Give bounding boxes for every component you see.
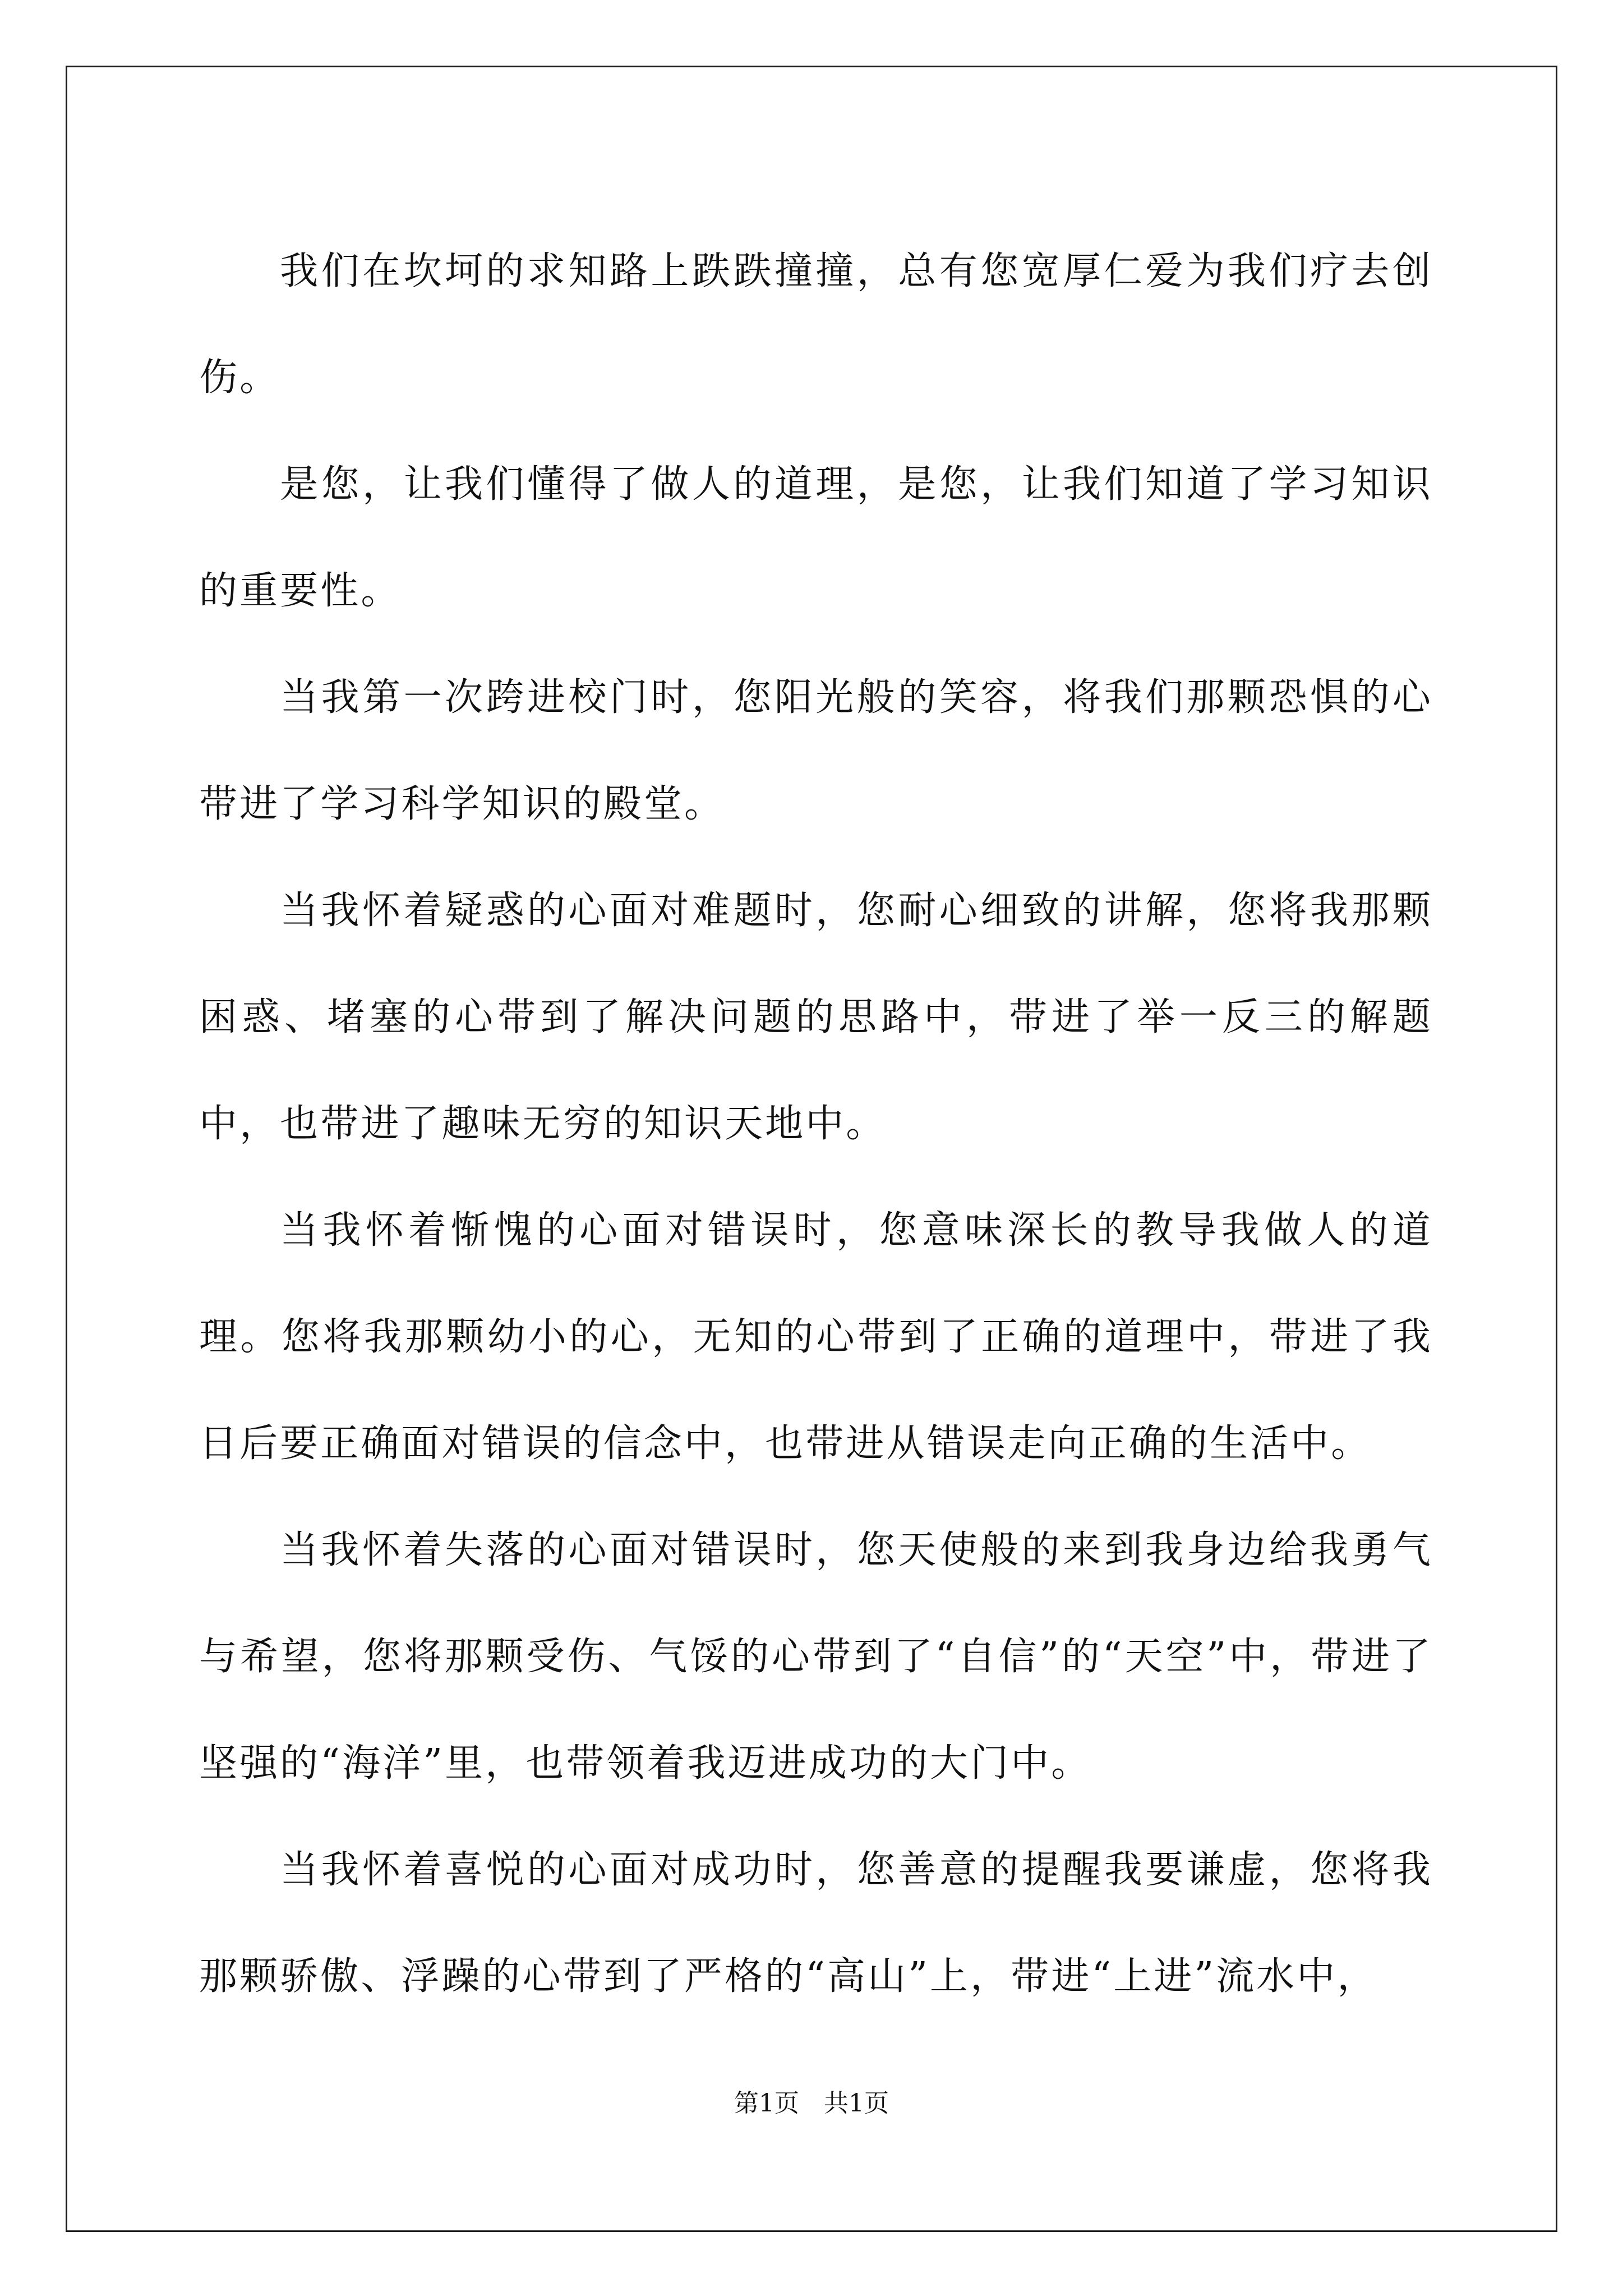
paragraph-6: 当我怀着失落的心面对错误时，您天使般的来到我身边给我勇气与希望，您将那颗受伤、气馁的心带到了“自信”的“天空”中，带进了坚强的“海洋”里，也带领着我迈进成功的大门中。 xyxy=(199,1528,1433,1786)
paragraph-3: 当我第一次跨进校门时，您阳光般的笑容，将我们那颗恐惧的心带进了学习科学知识的殿堂。 xyxy=(199,675,1433,826)
paragraph-1: 我们在坎坷的求知路上跌跌撞撞，总有您宽厚仁爱为我们疗去创伤。 xyxy=(199,249,1433,400)
page-footer xyxy=(0,2083,1623,2119)
paragraph-2: 是您，让我们懂得了做人的道理，是您，让我们知道了学习知识的重要性。 xyxy=(199,462,1433,613)
page-number-label: 第1页 共1页 xyxy=(734,2089,889,2118)
document-body xyxy=(199,218,1433,2030)
paragraph-7: 当我怀着喜悦的心面对成功时，您善意的提醒我要谦虚，您将我那颗骄傲、浮躁的心带到了严格的“高山”上，带进“上进”流水中， xyxy=(199,1848,1433,1999)
paragraph-5: 当我怀着惭愧的心面对错误时，您意味深长的教导我做人的道理。您将我那颗幼小的心，无知的心带到了正确的道理中，带进了我日后要正确面对错误的信念中，也带进从错误走向正确的生活中。 xyxy=(199,1208,1433,1466)
paragraph-4: 当我怀着疑惑的心面对难题时，您耐心细致的讲解，您将我那颗困惑、堵塞的心带到了解决问题的思路中，带进了举一反三的解题中，也带进了趣味无穷的知识天地中。 xyxy=(199,889,1433,1146)
